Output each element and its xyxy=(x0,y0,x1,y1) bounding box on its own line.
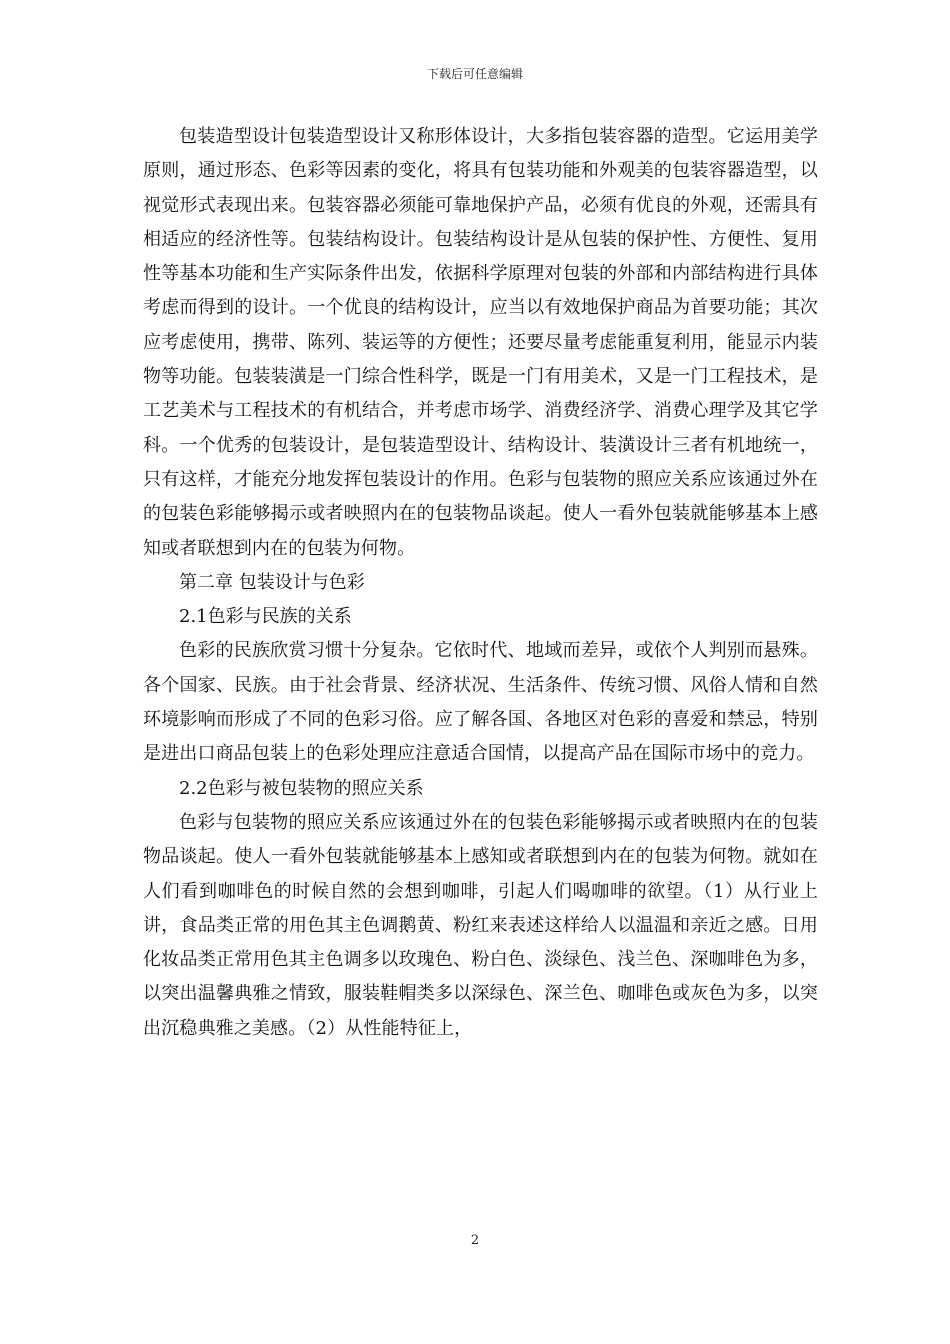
paragraph-color-product: 色彩与包装物的照应关系应该通过外在的包装色彩能够揭示或者映照内在的包装物品谈起。使人一看外包装就能够基本上感知或者联想到内在的包装为何物。就如在人们看到咖啡色的时候自然的会想到咖啡，引起人们喝咖啡的欲望。（1）从行业上讲，食品类正常的用色其主色调鹅黄、粉红来表述这样给人以温温和亲近之感。日用化妆品类正常用色其主色调多以玫瑰色、粉白色、淡绿色、浅兰色、深咖啡色为多，以突出温馨典雅之情致，服装鞋帽类多以深绿色、深兰色、咖啡色或灰色为多，以突出沉稳典雅之美感。（2）从性能特征上， xyxy=(143,811,818,1039)
document-body xyxy=(143,120,818,1046)
chapter-heading: 第二章 包装设计与色彩 xyxy=(179,571,365,593)
paragraph-color-nation: 色彩的民族欣赏习惯十分复杂。它依时代、地域而差异，或依个人判别而悬殊。各个国家、民族。由于社会背景、经济状况、生活条件、传统习惯、风俗人情和自然环境影响而形成了不同的色彩习俗。应了解各国、各地区对色彩的喜爱和禁忌，特别是进出口商品包装上的色彩处理应注意适合国情，以提高产品在国际市场中的竞力。 xyxy=(143,640,818,765)
section-heading-color-product: 2.2色彩与被包装物的照应关系 xyxy=(179,777,424,799)
section-heading-color-nation: 2.1色彩与民族的关系 xyxy=(179,606,352,628)
page-header: 下载后可任意编辑 xyxy=(426,67,523,81)
page-number: 2 xyxy=(470,1233,480,1248)
paragraph-packaging-design: 包装造型设计包装造型设计又称形体设计，大多指包装容器的造型。它运用美学原则，通过形态、色彩等因素的变化，将具有包装功能和外观美的包装容器造型，以视觉形式表现出来。包装容器必须能可靠地保护产品，必须有优良的外观，还需具有相适应的经济性等。包装结构设计。包装结构设计是从包装的保护性、方便性、复用性等基本功能和生产实际条件出发，依据科学原理对包装的外部和内部结构进行具体考虑而得到的设计。一个优良的结构设计，应当以有效地保护商品为首要功能；其次应考虑使用，携带、陈列、装运等的方便性；还要尽量考虑能重复利用，能显示内装物等功能。包装装潢是一门综合性科学，既是一门有用美术，又是一门工程技术，是工艺美术与工程技术的有机结合，并考虑市场学、消费经济学、消费心理学及其它学科。一个优秀的包装设计，是包装造型设计、结构设计、装潢设计三者有机地统一，只有这样，才能充分地发挥包装设计的作用。色彩与包装物的照应关系应该通过外在的包装色彩能够揭示或者映照内在的包装物品谈起。使人一看外包装就能够基本上感知或者联想到内在的包装为何物。 xyxy=(143,126,818,559)
